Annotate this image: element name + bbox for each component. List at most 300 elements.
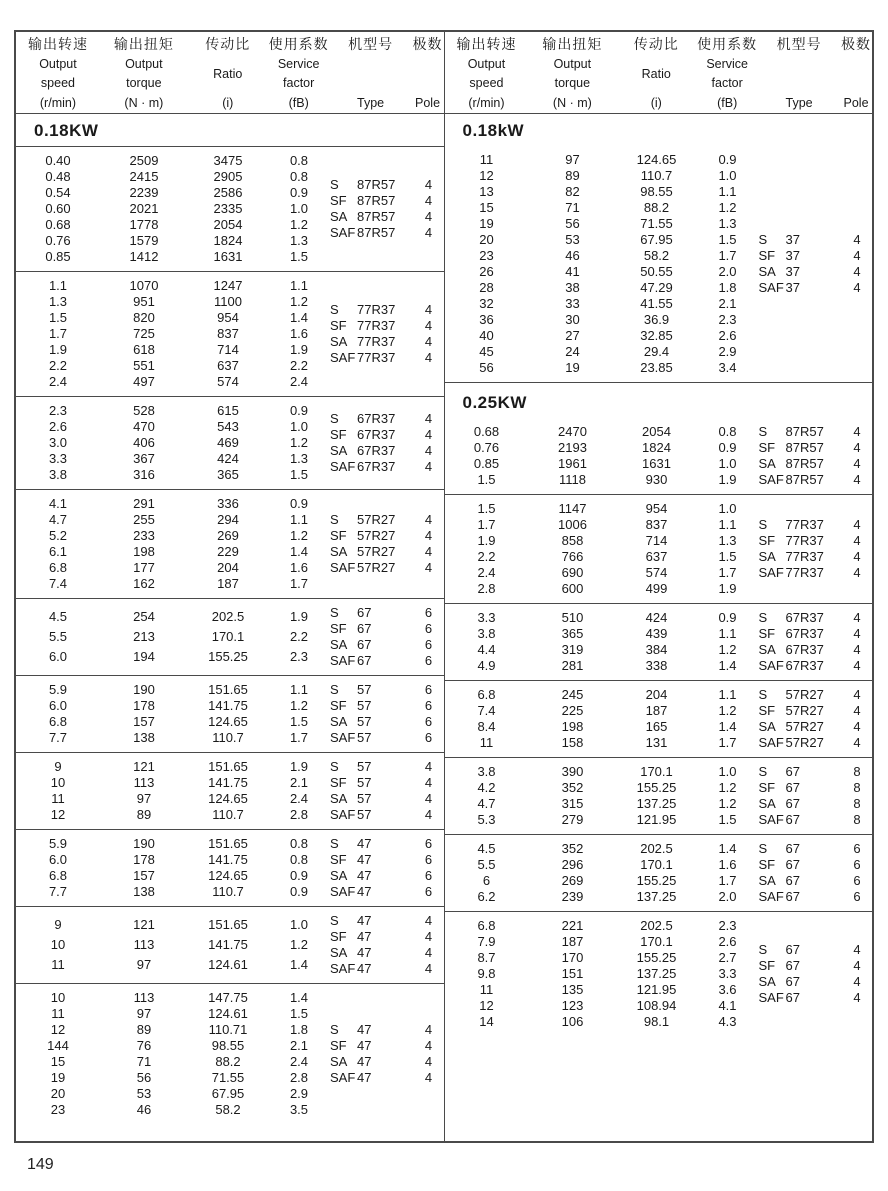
table-row [445, 1014, 759, 1030]
type-list [330, 496, 444, 592]
cell-ratio: 155.25 [636, 780, 677, 795]
table-row [16, 957, 330, 973]
table-row [445, 998, 759, 1014]
header-label: 输出扭矩 [113, 36, 174, 52]
type-pole: 4 [424, 350, 433, 365]
cell-speed: 40 [479, 328, 494, 343]
table-row [16, 342, 330, 358]
cell-ratio: 837 [217, 326, 239, 341]
cell-ratio: 165 [645, 719, 668, 734]
cell-service_factor: 3.5 [289, 1102, 309, 1117]
type-list [759, 764, 873, 828]
cell-speed: 12 [50, 807, 66, 822]
spec-block [445, 603, 873, 680]
spec-block [16, 675, 444, 752]
type-prefix: S [758, 764, 768, 779]
type-pole: 6 [424, 836, 433, 851]
type-prefix: S [758, 610, 768, 625]
type-pole: 4 [424, 177, 433, 192]
type-pole: 4 [424, 560, 433, 575]
type-list [759, 424, 873, 488]
type-model: 77R37 [357, 334, 396, 349]
cell-service_factor: 1.0 [289, 201, 309, 216]
cell-speed: 1.9 [48, 342, 68, 357]
type-row [330, 945, 444, 961]
type-pole: 4 [853, 735, 861, 750]
cell-speed: 36 [479, 312, 494, 327]
cell-service_factor: 3.6 [718, 982, 737, 997]
spec-block [16, 489, 444, 598]
type-row [330, 807, 444, 823]
cell-ratio: 269 [217, 528, 239, 543]
type-prefix: SA [330, 209, 348, 224]
cell-ratio: 2054 [213, 217, 243, 232]
cell-ratio: 204 [217, 560, 239, 575]
cell-torque: 233 [133, 528, 155, 543]
table-row [445, 719, 759, 735]
table-row [16, 358, 330, 374]
spec-rows [16, 153, 330, 265]
table-header [16, 32, 444, 114]
cell-ratio: 36.9 [643, 312, 670, 327]
cell-torque: 618 [133, 342, 155, 357]
cell-service_factor: 1.2 [289, 294, 309, 309]
type-prefix: SAF [330, 653, 356, 668]
cell-torque: 316 [133, 467, 155, 482]
cell-torque: 2509 [129, 153, 159, 168]
cell-service_factor: 2.0 [718, 889, 737, 904]
type-pole: 4 [853, 264, 861, 279]
header-label: 传动比 [633, 36, 679, 52]
table-row [16, 1038, 330, 1054]
spec-rows [16, 605, 330, 669]
cell-speed: 3.0 [48, 435, 68, 450]
type-prefix: SA [758, 264, 776, 279]
type-model: 57R27 [785, 703, 824, 718]
table-column-left [16, 32, 445, 1141]
type-prefix: SF [330, 427, 347, 442]
spec-block [445, 418, 873, 494]
cell-torque: 1006 [558, 517, 587, 532]
table-row [16, 576, 330, 592]
cell-torque: 187 [561, 934, 584, 949]
type-list [759, 687, 873, 751]
type-prefix: SF [330, 1038, 347, 1053]
cell-speed: 23 [479, 248, 494, 263]
cell-service_factor: 4.3 [718, 1014, 737, 1029]
cell-speed: 11 [51, 957, 65, 972]
cell-speed: 6.8 [477, 687, 496, 702]
type-model: 67 [785, 974, 800, 989]
cell-torque: 53 [565, 232, 580, 247]
cell-speed: 1.1 [48, 278, 68, 293]
type-row [759, 658, 873, 674]
cell-ratio: 124.65 [636, 152, 677, 167]
cell-service_factor: 3.4 [718, 360, 737, 375]
type-row [759, 232, 873, 248]
type-list [759, 501, 873, 597]
type-row [330, 334, 444, 350]
header-label: Ratio [213, 66, 243, 81]
type-row [330, 1038, 444, 1054]
cell-speed: 10 [50, 990, 66, 1005]
type-row [759, 533, 873, 549]
type-pole: 4 [853, 517, 861, 532]
table-row [445, 184, 759, 200]
table-row [445, 735, 759, 751]
cell-speed: 0.68 [45, 217, 71, 232]
table-row [16, 233, 330, 249]
cell-speed: 11 [51, 791, 65, 806]
type-model: 67 [357, 605, 372, 620]
cell-torque: 158 [561, 735, 584, 750]
cell-ratio: 170.1 [640, 857, 673, 872]
cell-speed: 2.4 [477, 565, 496, 580]
header-label: (N · m) [552, 95, 592, 110]
type-pole: 4 [853, 719, 861, 734]
cell-torque: 170 [561, 950, 584, 965]
cell-torque: 470 [133, 419, 155, 434]
cell-torque: 2193 [558, 440, 587, 455]
cell-torque: 2239 [129, 185, 159, 200]
type-pole: 4 [424, 961, 433, 976]
type-list [330, 759, 444, 823]
type-model: 87R57 [785, 424, 824, 439]
cell-ratio: 365 [217, 467, 239, 482]
cell-service_factor: 2.8 [289, 1070, 309, 1085]
table-row [445, 152, 759, 168]
cell-service_factor: 1.3 [718, 216, 737, 231]
header-label: factor [283, 76, 315, 91]
type-prefix: S [758, 687, 768, 702]
type-model: 47 [357, 913, 372, 928]
cell-service_factor: 1.1 [289, 278, 309, 293]
type-model: 47 [357, 1038, 372, 1053]
table-row [445, 857, 759, 873]
cell-ratio: 1247 [213, 278, 243, 293]
cell-torque: 198 [561, 719, 584, 734]
cell-ratio: 110.7 [212, 884, 244, 899]
cell-service_factor: 0.8 [718, 424, 737, 439]
type-model: 67 [785, 942, 800, 957]
cell-torque: 157 [133, 714, 155, 729]
cell-service_factor: 0.9 [718, 440, 737, 455]
cell-ratio: 469 [217, 435, 239, 450]
table-row [16, 169, 330, 185]
table-row [445, 248, 759, 264]
spec-block [16, 906, 444, 983]
cell-service_factor: 2.4 [289, 1054, 309, 1069]
cell-speed: 4.9 [477, 658, 496, 673]
cell-torque: 365 [561, 626, 584, 641]
type-row [759, 264, 873, 280]
table-row [445, 200, 759, 216]
type-prefix: SA [330, 637, 348, 652]
table-row [16, 791, 330, 807]
table-row [445, 344, 759, 360]
cell-torque: 53 [136, 1086, 152, 1101]
table-row [16, 153, 330, 169]
type-prefix: SF [758, 703, 776, 718]
cell-ratio: 336 [217, 496, 239, 511]
cell-speed: 26 [479, 264, 494, 279]
cell-speed: 4.7 [48, 512, 68, 527]
cell-speed: 3.3 [477, 610, 496, 625]
table-row [16, 419, 330, 435]
cell-torque: 113 [133, 990, 155, 1005]
cell-ratio: 424 [645, 610, 668, 625]
type-row [330, 512, 444, 528]
cell-torque: 239 [561, 889, 584, 904]
table-row [445, 934, 759, 950]
type-pole: 6 [424, 682, 433, 697]
cell-ratio: 338 [645, 658, 668, 673]
cell-service_factor: 1.3 [289, 451, 309, 466]
cell-ratio: 439 [645, 626, 668, 641]
cell-ratio: 67.95 [640, 232, 673, 247]
cell-torque: 151 [561, 966, 584, 981]
table-row [445, 216, 759, 232]
table-row [445, 517, 759, 533]
cell-ratio: 98.55 [640, 184, 673, 199]
type-model: 67 [785, 796, 800, 811]
spec-rows [16, 913, 330, 977]
type-prefix: SAF [758, 658, 784, 673]
cell-service_factor: 1.2 [718, 780, 737, 795]
type-row [330, 714, 444, 730]
table-row [16, 629, 330, 645]
section-title: 0.25KW [462, 393, 527, 412]
type-prefix: S [330, 411, 339, 426]
cell-service_factor: 2.4 [289, 374, 309, 389]
cell-service_factor: 0.9 [718, 610, 737, 625]
type-pole: 6 [853, 889, 861, 904]
type-prefix: SA [330, 443, 348, 458]
cell-speed: 12 [479, 998, 494, 1013]
cell-service_factor: 1.2 [718, 642, 737, 657]
table-row [16, 528, 330, 544]
cell-service_factor: 1.4 [718, 841, 737, 856]
cell-ratio: 155.25 [636, 950, 677, 965]
header-label: (i) [222, 96, 234, 110]
cell-service_factor: 2.8 [289, 807, 309, 822]
type-prefix: SF [758, 780, 776, 795]
type-model: 57 [357, 714, 372, 729]
cell-speed: 7.4 [477, 703, 496, 718]
cell-ratio: 98.55 [211, 1038, 245, 1053]
table-row [445, 168, 759, 184]
type-prefix: SF [330, 193, 347, 208]
type-prefix: SA [330, 868, 348, 883]
cell-torque: 113 [133, 775, 155, 790]
cell-torque: 510 [561, 610, 584, 625]
table-header [445, 32, 873, 114]
cell-service_factor: 4.1 [718, 998, 737, 1013]
power-section [16, 114, 444, 1124]
cell-ratio: 170.1 [211, 629, 245, 644]
type-pole: 4 [424, 334, 433, 349]
cell-torque: 27 [565, 328, 580, 343]
table-row [16, 249, 330, 265]
cell-ratio: 2586 [213, 185, 243, 200]
cell-torque: 89 [565, 168, 580, 183]
type-row [759, 642, 873, 658]
cell-service_factor: 2.1 [289, 1038, 309, 1053]
cell-service_factor: 2.1 [289, 775, 309, 790]
spec-rows [445, 152, 759, 376]
cell-ratio: 187 [217, 576, 239, 591]
table-row [445, 780, 759, 796]
type-row [759, 440, 873, 456]
cell-torque: 157 [133, 868, 155, 883]
header-label: Ratio [641, 66, 671, 81]
type-model: 67 [357, 653, 372, 668]
cell-speed: 9.8 [477, 966, 496, 981]
table-row [445, 950, 759, 966]
cell-service_factor: 1.3 [289, 233, 309, 248]
type-model: 77R37 [357, 318, 396, 333]
type-prefix: SAF [330, 560, 356, 575]
cell-service_factor: 1.1 [289, 512, 309, 527]
cell-ratio: 110.7 [640, 168, 673, 183]
cell-service_factor: 1.9 [289, 609, 309, 624]
type-row [330, 621, 444, 637]
cell-speed: 7.7 [48, 884, 68, 899]
cell-ratio: 229 [217, 544, 239, 559]
cell-service_factor: 2.6 [718, 934, 737, 949]
cell-service_factor: 0.9 [718, 152, 737, 167]
cell-service_factor: 1.0 [718, 764, 737, 779]
cell-service_factor: 1.2 [289, 435, 309, 450]
type-prefix: S [330, 605, 339, 620]
cell-service_factor: 1.0 [289, 917, 309, 932]
cell-speed: 6.8 [48, 868, 68, 883]
table-row [445, 533, 759, 549]
table-row [445, 360, 759, 376]
cell-torque: 1070 [129, 278, 159, 293]
cell-speed: 3.8 [477, 626, 496, 641]
cell-torque: 213 [133, 629, 155, 644]
cell-ratio: 1824 [213, 233, 243, 248]
cell-ratio: 424 [217, 451, 239, 466]
table-row [445, 440, 759, 456]
type-model: 57R27 [785, 687, 824, 702]
header-label: Output [39, 56, 77, 71]
cell-torque: 1118 [559, 472, 586, 487]
page-number: 149 [27, 1156, 54, 1173]
table-row [16, 217, 330, 233]
type-row [330, 682, 444, 698]
table-row [16, 294, 330, 310]
cell-speed: 15 [50, 1054, 66, 1069]
type-model: 67R37 [785, 610, 824, 625]
cell-ratio: 58.2 [215, 1102, 241, 1117]
spec-rows [445, 841, 759, 905]
cell-speed: 0.48 [45, 169, 71, 184]
cell-service_factor: 1.9 [718, 472, 737, 487]
header-label: torque [126, 76, 162, 91]
cell-service_factor: 1.4 [289, 990, 309, 1005]
cell-service_factor: 1.5 [718, 812, 737, 827]
column-header-service_factor [268, 37, 330, 110]
type-pole: 4 [424, 807, 433, 822]
cell-speed: 3.3 [48, 451, 68, 466]
spec-rows [445, 501, 759, 597]
cell-speed: 0.40 [45, 153, 71, 168]
cell-service_factor: 0.8 [289, 836, 309, 851]
header-label: Pole [415, 96, 441, 110]
type-row [330, 528, 444, 544]
type-model: 77R37 [785, 565, 824, 580]
cell-speed: 4.5 [477, 841, 496, 856]
type-pole: 4 [853, 280, 861, 295]
type-pole: 4 [853, 248, 861, 263]
cell-ratio: 202.5 [640, 841, 673, 856]
cell-speed: 0.85 [473, 456, 500, 471]
cell-ratio: 714 [217, 342, 239, 357]
type-prefix: S [330, 759, 339, 774]
type-model: 67R37 [785, 658, 824, 673]
type-pole: 4 [424, 1022, 433, 1037]
cell-ratio: 954 [217, 310, 239, 325]
spec-block [445, 757, 873, 834]
type-model: 67 [785, 857, 800, 872]
type-prefix: S [330, 1022, 339, 1037]
type-list [330, 836, 444, 900]
cell-service_factor: 1.7 [718, 873, 737, 888]
cell-speed: 9 [54, 917, 62, 932]
cell-speed: 19 [479, 216, 494, 231]
type-row [759, 780, 873, 796]
cell-torque: 725 [133, 326, 155, 341]
type-pole: 6 [424, 868, 433, 883]
type-prefix: S [330, 836, 339, 851]
type-pole: 4 [424, 528, 433, 543]
table-row [445, 982, 759, 998]
cell-speed: 1.9 [477, 533, 496, 548]
type-row [759, 687, 873, 703]
table-row [445, 658, 759, 674]
cell-service_factor: 1.7 [289, 576, 309, 591]
cell-torque: 41 [565, 264, 580, 279]
type-pole: 4 [424, 1054, 433, 1069]
table-column-right [445, 32, 873, 1141]
type-pole: 4 [853, 610, 861, 625]
header-label: factor [711, 76, 743, 91]
power-section [445, 114, 873, 382]
type-pole: 4 [424, 913, 433, 928]
cell-ratio: 155.25 [208, 649, 248, 664]
cell-torque: 255 [133, 512, 155, 527]
type-list [330, 278, 444, 390]
type-row [759, 974, 873, 990]
cell-speed: 7.7 [48, 730, 68, 745]
table-row [16, 698, 330, 714]
cell-speed: 5.9 [48, 682, 68, 697]
type-model: 37 [785, 280, 800, 295]
type-row [759, 958, 873, 974]
cell-torque: 190 [133, 682, 155, 697]
type-pole: 4 [424, 775, 433, 790]
cell-torque: 71 [136, 1054, 152, 1069]
cell-torque: 46 [565, 248, 580, 263]
table-row [445, 280, 759, 296]
header-label: 极数 [841, 36, 872, 52]
column-header-ratio [188, 37, 268, 110]
cell-service_factor: 0.9 [289, 884, 309, 899]
cell-service_factor: 2.9 [718, 344, 737, 359]
spec-rows [445, 610, 759, 674]
